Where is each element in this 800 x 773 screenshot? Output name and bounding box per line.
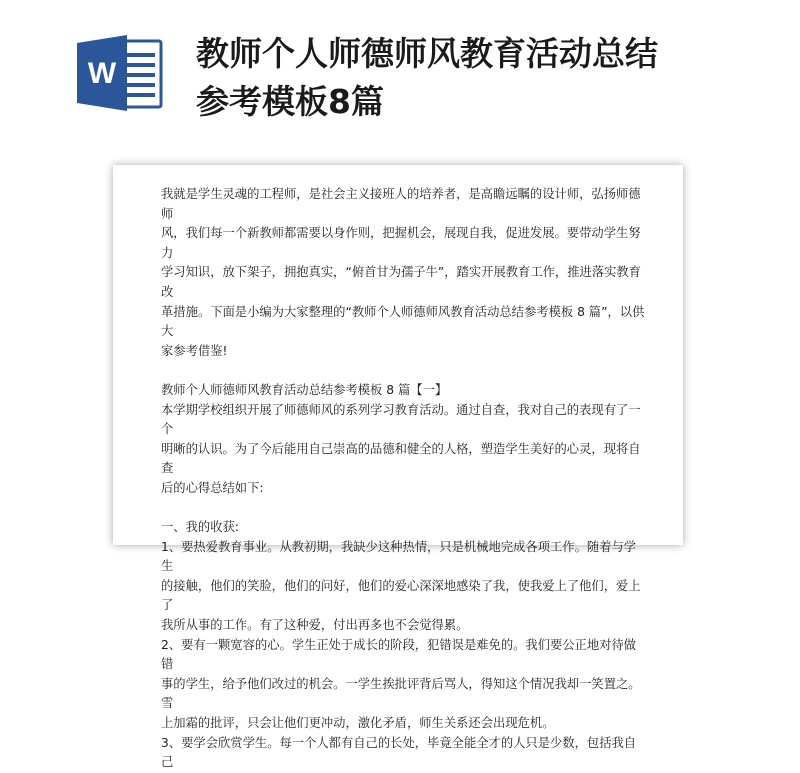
paragraph-line: 后的心得总结如下: (161, 480, 264, 495)
intro-line: 风，我们每一个新教师都需要以身作则，把握机会，展现自我，促进发展。要带动学生努力 (161, 226, 641, 260)
list-item-line: 3、要学会欣赏学生。每一个人都有自己的长处，毕竟全能全才的人只是少数，包括我自己 (161, 735, 637, 770)
document-page (113, 165, 683, 770)
spacer (161, 499, 647, 519)
title-line-1: 教师个人师德师风教育活动总结 (196, 34, 658, 73)
list-item-line: 的接触，他们的笑脸，他们的问好，他们的爱心深深地感染了我，使我爱上了他们，爱上了 (161, 578, 641, 613)
list-item-line: 上加霜的批评，只会让他们更冲动，激化矛盾，师生关系还会出现危机。 (161, 716, 555, 731)
title-line-2: 参考模板8篇 (196, 82, 384, 121)
word-document-icon (75, 33, 165, 113)
list-item-line: 我所从事的工作。有了这种爱，付出再多也不会觉得累。 (161, 618, 469, 633)
header (0, 0, 800, 150)
paragraph-line: 本学期学校组织开展了师德师风的系列学习教育活动。通过自查，我对自己的表现有了一个 (161, 402, 641, 437)
list-item-line: 事的学生，给予他们改过的机会。一学生挨批评背后骂人，得知这个情况我却一笑置之。雪 (161, 676, 641, 711)
list-heading: 一、我的收获: (161, 520, 239, 535)
document-body (161, 185, 647, 773)
intro-line: 家参考借鉴! (161, 343, 228, 358)
page-title (196, 30, 776, 126)
paragraph-line: 明晰的认识。为了今后能用自己崇高的品德和健全的人格，塑造学生美好的心灵，现将自查 (161, 441, 641, 476)
list-item-line: 1、要热爱教育事业。从教初期，我缺少这种热情，只是机械地完成各项工作。随着与学生 (161, 539, 637, 574)
spacer (161, 361, 647, 381)
section-title: 教师个人师德师风教育活动总结参考模板 8 篇【一】 (161, 382, 448, 397)
word-icon-letter: W (87, 57, 117, 90)
list-item-line: 2、要有一颗宽容的心。学生正处于成长的阶段，犯错误是难免的。我们要公正地对待做错 (161, 637, 637, 672)
intro-line: 革措施。下面是小编为大家整理的“教师个人师德师风教育活动总结参考模板 8 篇”，以供大 (161, 304, 645, 339)
intro-line: 我就是学生灵魂的工程师，是社会主义接班人的培养者，是高瞻远瞩的设计师，弘扬师德师 (161, 187, 641, 221)
intro-line: 学习知识，放下架子，拥抱真实，“俯首甘为孺子牛”，踏实开展教育工作，推进落实教育改 (161, 265, 642, 299)
